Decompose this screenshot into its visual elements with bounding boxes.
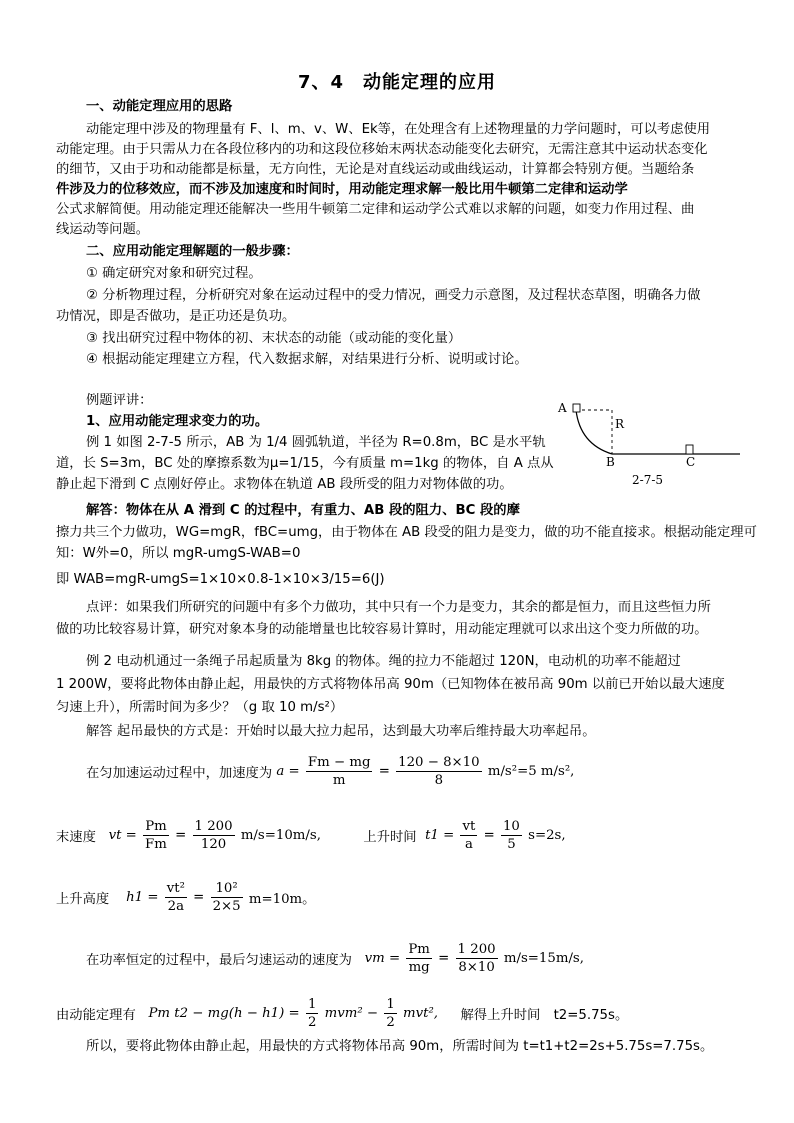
eq-lhs: vt = xyxy=(108,828,137,843)
eq-lhs: vm = xyxy=(364,951,401,966)
eq-denominator: 2×5 xyxy=(212,899,241,914)
conclusion-text: 所以，要将此物体由静止起，用最快的方式将物体吊高 90m，所需时间为 t=t1+t2=2s+5.75s=7.75s。 xyxy=(86,1039,714,1054)
eq-numerator: 1 200 xyxy=(194,819,233,834)
example2-text: 1 200W，要将此物体由静止起，用最快的方式将物体吊高 90m（已知物体在被吊高 90m 以前已开始以最大速度 xyxy=(56,677,725,692)
comment-text: 做的功比较容易计算，研究对象本身的动能增量也比较容易计算时，用动能定理就可以求出这个变力所做的功。 xyxy=(56,622,708,637)
eq-numerator: vt xyxy=(462,819,476,834)
solution1-text: 擦力共三个力做功，WG=mgR，fBC=umg，由于物体在 AB 段受的阻力是变力，做的功不能直接求。根据动能定理可 xyxy=(56,525,757,540)
eq-denominator: 5 xyxy=(507,837,516,852)
solution1-text: 解答：物体在从 A 滑到 C 的过程中，有重力、AB 段的阻力、BC 段的摩 xyxy=(86,503,520,518)
eq-numerator: 120 − 8×10 xyxy=(398,755,480,770)
eq-numerator: 1 200 xyxy=(457,942,496,957)
figure-caption: 2-7-5 xyxy=(632,473,664,487)
eq-denominator: 8 xyxy=(434,773,444,788)
examples-heading: 例题评讲： xyxy=(86,393,153,408)
step-item: ② 分析物理过程，分析研究对象在运动过程中的受力情况，画受力示意图，及过程状态草图，明确各力做 xyxy=(86,288,701,303)
eq-numerator: 10 xyxy=(502,819,520,834)
equation-acceleration: 在匀加速运动过程中，加速度为 a = $\frac{Fm - mg}{m}$ = $\frac{120 - 8\times 10}{8}$ m/s²=5 m/s², xyxy=(86,755,575,788)
equation-max-velocity: 在功率恒定的过程中，最后匀速运动的速度为 vm = $\frac{Pm}{mg}$ = $\frac{1 200}{8\times 10}$ m/s=15m/s, xyxy=(86,942,584,975)
eq-term: mvm² − xyxy=(324,1006,379,1021)
section1-line: 件涉及力的位移效应，而不涉及加速度和时间时，用动能定理求解一般比用牛顿第二定律和运动学 xyxy=(56,182,628,197)
eq-prefix: 由动能定理有 xyxy=(56,1008,136,1023)
eq-prefix: 上升时间 xyxy=(363,830,417,845)
label-b: B xyxy=(606,455,615,469)
label-r: R xyxy=(615,417,625,431)
eq-lhs: t1 = xyxy=(425,828,455,843)
eq-prefix: 在功率恒定的过程中，最后匀速运动的速度为 xyxy=(86,953,352,968)
example1-text: 例 1 如图 2-7-5 所示，AB 为 1/4 圆弧轨道，半径为 R=0.8m，BC 是水平轨 xyxy=(86,435,546,450)
label-a: A xyxy=(558,401,567,415)
eq-suffix: m=10m。 xyxy=(248,892,316,907)
eq-numerator: Pm xyxy=(408,942,430,957)
section1-line: 动能定理中涉及的物理量有 F、l、m、v、W、Ek等，在处理含有上述物理量的力学问题时，可以考虑使用 xyxy=(86,122,711,137)
section1-line: 动能定理。由于只需从力在各段位移内的功和这段位移始末两状态动能变化去研究，无需注意其中运动状态变化 xyxy=(56,142,708,157)
eq-term: mvt², xyxy=(403,1006,439,1021)
eq-denominator: 2 xyxy=(386,1015,395,1030)
eq-prefix: 上升高度 xyxy=(56,892,110,907)
section2-heading: 二、应用动能定理解题的一般步骤： xyxy=(86,244,299,259)
eq-numerator: Pm xyxy=(143,818,169,836)
section1-line: 线运动等问题。 xyxy=(56,222,150,237)
example2-text: 匀速上升），所需时间为多少？（g 取 10 m/s²） xyxy=(56,700,344,715)
example1-text: 道，长 S=3m，BC 处的摩擦系数为μ=1/15，今有质量 m=1kg 的物体，自 A 点从 xyxy=(56,456,554,471)
figure-2-7-5 xyxy=(556,398,756,490)
eq-suffix: m/s=15m/s, xyxy=(503,951,584,966)
example1-text: 静止起下滑到 C 点刚好停止。求物体在轨道 AB 段所受的阻力对物体做的功。 xyxy=(56,477,513,492)
eq-denominator: mg xyxy=(408,960,430,975)
label-c: C xyxy=(686,455,696,469)
page-title: 7、4 动能定理的应用 xyxy=(297,72,497,93)
eq-denominator: 2a xyxy=(167,899,185,914)
eq-numerator: 1 xyxy=(307,997,317,1012)
eq-suffix: m/s²=5 m/s², xyxy=(487,764,575,779)
solution1-text: 即 WAB=mgR-umgS=1×10×0.8-1×10×3/15=6(J) xyxy=(56,572,385,587)
section1-heading: 一、动能定理应用的思路 xyxy=(86,99,233,114)
block-a xyxy=(573,404,580,412)
solution2-intro: 解答 起吊最快的方式是：开始时以最大拉力起吊，达到最大功率后维持最大功率起吊。 xyxy=(86,724,596,739)
eq-denominator: 2 xyxy=(307,1015,317,1030)
equation-height: 上升高度 h1 = $\frac{\text{vt²}}{2a}$ = $\frac{\text{10²}}{2\times 5}$ m=10m。 xyxy=(56,881,316,914)
eq-lhs: h1 = xyxy=(126,890,159,905)
eq-denominator: Fm xyxy=(145,837,167,852)
eq-suffix: s=2s, xyxy=(528,828,566,843)
step-item: 功情况，即是否做功，是正功还是负功。 xyxy=(56,309,296,324)
eq-prefix: 在匀加速运动过程中，加速度为 xyxy=(86,766,273,781)
eq-numerator: 1 xyxy=(386,997,395,1012)
eq-prefix: 末速度 xyxy=(56,830,96,845)
eq-numerator: vt² xyxy=(166,881,185,896)
section1-line: 公式求解简便。用动能定理还能解决一些用牛顿第二定律和运动学公式难以求解的问题，如变力作用过程、曲 xyxy=(56,202,695,217)
eq-denominator: a xyxy=(464,837,473,852)
step-item: ④ 根据动能定理建立方程，代入数据求解，对结果进行分析、说明或讨论。 xyxy=(86,352,528,367)
block-c xyxy=(686,445,693,454)
example2-text: 例 2 电动机通过一条绳子吊起质量为 8kg 的物体。绳的拉力不能超过 120N，电动机的功率不能超过 xyxy=(86,654,681,669)
eq-suffix: 解得上升时间 t2=5.75s。 xyxy=(460,1008,629,1023)
equation-energy-theorem xyxy=(56,996,628,1031)
eq-numerator: 10² xyxy=(211,880,243,898)
step-item: ① 确定研究对象和研究过程。 xyxy=(86,266,262,281)
arc-track xyxy=(576,410,612,454)
comment-text: 点评：如果我们所研究的问题中有多个力做功，其中只有一个力是变力，其余的都是恒力，而且这些恒力所 xyxy=(86,600,711,615)
section1-line: 的细节，又由于功和动能都是标量，无方向性，无论是对直线运动或曲线运动，计算都会特别方便。当题给条 xyxy=(56,162,695,177)
eq-lhs: a = xyxy=(276,764,300,779)
solution1-text: 知：W外=0，所以 mgR-umgS-WAB=0 xyxy=(56,546,301,561)
eq-denominator: 120 xyxy=(200,837,227,852)
eq-denominator: m xyxy=(332,773,346,788)
eq-expression: Pm t2 − mg(h − h1) = xyxy=(148,1006,300,1021)
examples-subheading: 1、应用动能定理求变力的功。 xyxy=(86,414,269,429)
step-item: ③ 找出研究过程中物体的初、末状态的动能（或动能的变化量） xyxy=(86,331,462,346)
eq-denominator: 8×10 xyxy=(458,960,495,975)
equation-final-velocity: 末速度 vt = $\frac{Pm}{Fm}$ = $\frac{1 200}{120}$ m/s=10m/s, 上升时间 t1 = $\frac{vt}{a}$ = $\frac{10}{5}$ s=2s, xyxy=(56,819,566,852)
eq-numerator: Fm − mg xyxy=(307,755,371,770)
eq-suffix: m/s=10m/s, xyxy=(240,828,321,843)
